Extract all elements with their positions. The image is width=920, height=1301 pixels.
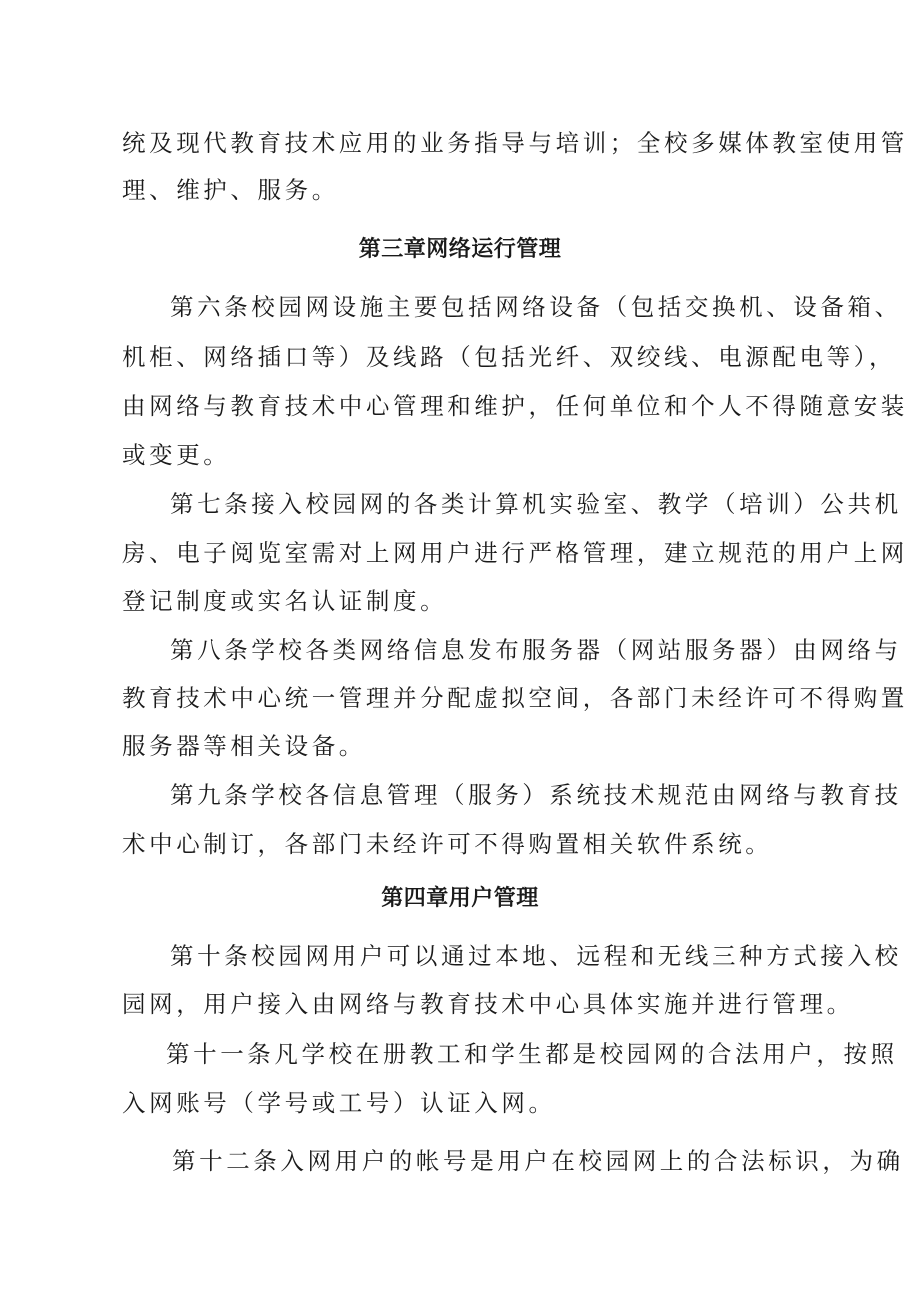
body-text-line: 或变更。: [122, 441, 231, 469]
body-text-line: 服务器等相关设备。: [122, 732, 366, 760]
body-text-line: 第十条校园网用户可以通过本地、远程和无线三种方式接入校: [170, 942, 902, 970]
body-text-line: 由网络与教育技术中心管理和维护，任何单位和个人不得随意安装: [122, 392, 908, 420]
body-text-line: 术中心制订，各部门未经许可不得购置相关软件系统。: [122, 830, 773, 858]
chapter-heading: 第三章网络运行管理: [358, 237, 562, 262]
body-text-line: 第九条学校各信息管理（服务）系统技术规范由网络与教育技: [170, 781, 902, 809]
body-text-line: 入网账号（学号或工号）认证入网。: [122, 1089, 556, 1117]
body-text-line: 第八条学校各类网络信息发布服务器（网站服务器）由网络与: [170, 636, 902, 664]
body-text-line: 房、电子阅览室需对上网用户进行严格管理，建立规范的用户上网: [122, 539, 908, 567]
body-text-line: 教育技术中心统一管理并分配虚拟空间，各部门未经许可不得购置: [122, 684, 908, 712]
body-text-line: 第七条接入校园网的各类计算机实验室、教学（培训）公共机: [170, 490, 902, 518]
body-text-line: 登记制度或实名认证制度。: [122, 587, 448, 615]
chapter-heading: 第四章用户管理: [381, 886, 539, 911]
body-text-line: 第六条校园网设施主要包括网络设备（包括交换机、设备箱、: [170, 293, 902, 321]
body-text-line: 统及现代教育技术应用的业务指导与培训；全校多媒体教室使用管: [122, 129, 908, 157]
body-text-line: 理、维护、服务。: [122, 176, 339, 204]
body-text-line: 园网，用户接入由网络与教育技术中心具体实施并进行管理。: [122, 990, 854, 1018]
body-text-line: 机柜、网络插口等）及线路（包括光纤、双绞线、电源配电等），: [122, 343, 897, 371]
body-text-line: 第十二条入网用户的帐号是用户在校园网上的合法标识，为确: [172, 1147, 904, 1175]
body-text-line: 第十一条凡学校在册教工和学生都是校园网的合法用户，按照: [166, 1040, 898, 1068]
